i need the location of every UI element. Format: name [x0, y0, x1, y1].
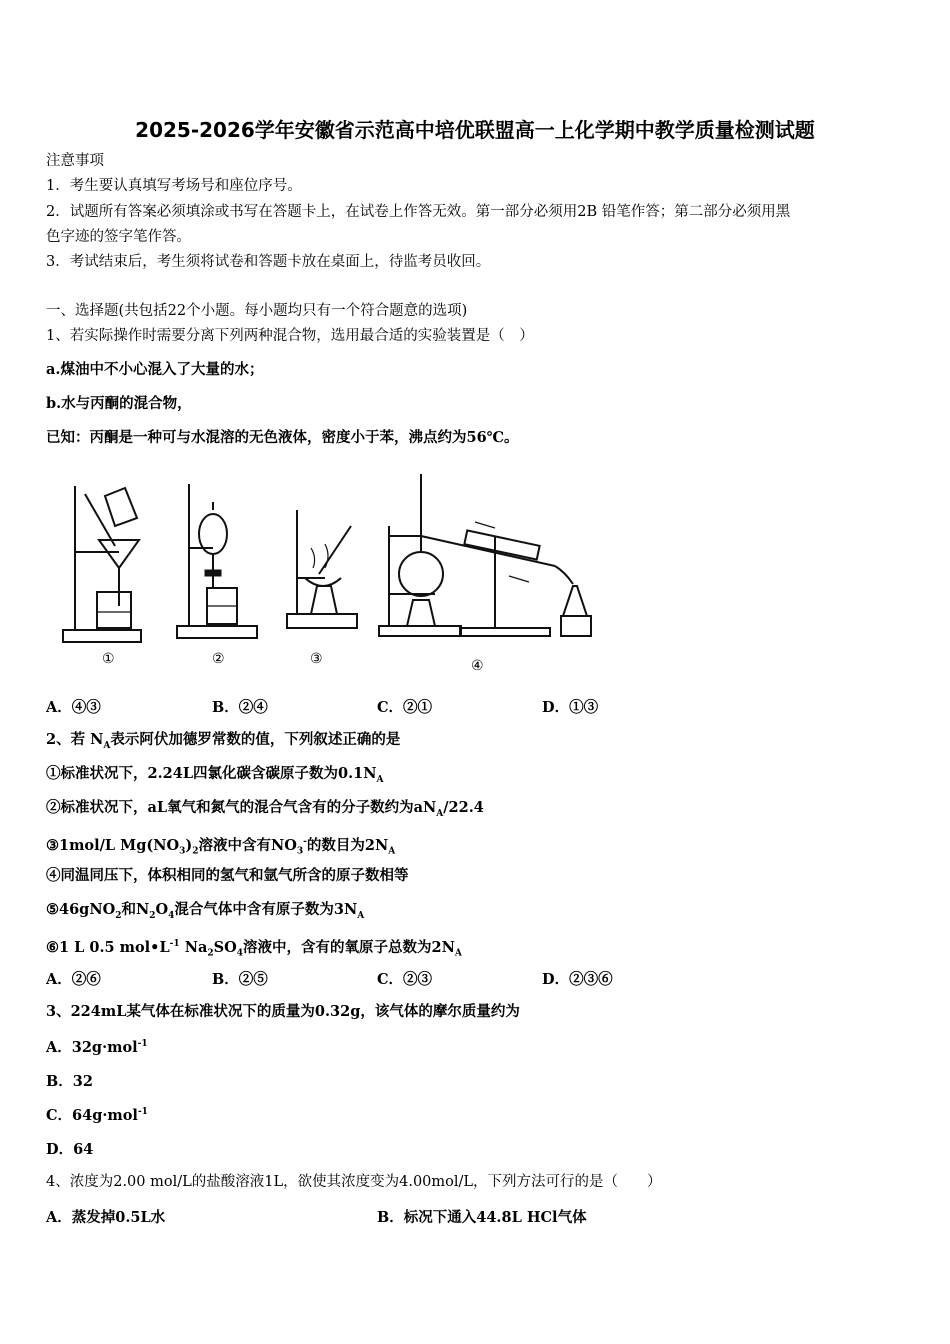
q3-option-d[interactable]: D．64	[46, 1141, 94, 1158]
q2-option-c[interactable]: C．②③	[377, 971, 433, 988]
q2-option-d[interactable]: D．②③⑥	[542, 971, 613, 988]
q1-item-b: b.水与丙酮的混合物，	[46, 395, 192, 412]
section-heading: 一、选择题(共包括22个小题。每小题均只有一个符合题意的选项)	[46, 303, 468, 319]
filtration-apparatus	[63, 486, 141, 642]
q2-statement-4: ④同温同压下，体积相同的氢气和氩气所含的原子数相等	[46, 867, 409, 884]
separatory-funnel-apparatus	[177, 484, 257, 638]
q3-stem: 3、224mL某气体在标准状况下的质量为0.32g，该气体的摩尔质量约为	[46, 1003, 520, 1020]
q1-option-b[interactable]: B．②④	[212, 699, 268, 716]
page-title: 2025-2026学年安徽省示范高中培优联盟高一上化学期中教学质量检测试题	[135, 118, 815, 142]
notice-item: 2．试题所有答案必须填涂或书写在答题卡上，在试卷上作答无效。第一部分必须用2B 铅笔作答；第二部分必须用黑	[46, 204, 791, 220]
q2-statement-2: ②标准状况下，aL氧气和氮气的混合气含有的分子数约为$aN_A/22.4$	[46, 799, 484, 819]
figure-label-2: ②	[212, 651, 225, 667]
q2-option-b[interactable]: B．②⑤	[212, 971, 268, 988]
distillation-apparatus	[379, 474, 591, 636]
notice-item: 色字迹的签字笔作答。	[46, 229, 191, 245]
q2-statement-6: ⑥1 L 0.5 $mol•L^{-1}$ $Na_2SO_4$溶液中，含有的氧原子总数为$2N_A$	[46, 938, 462, 959]
evaporation-apparatus	[287, 510, 357, 628]
q2-statement-5: ⑤46gNO$_2$和$N_2O_4$混合气体中含有原子数为$3N_A$	[46, 901, 365, 921]
q4-stem: 4、浓度为2.00 mol/L的盐酸溶液1L，欲使其浓度变为4.00mol/L，下列方法可行的是（ ）	[46, 1174, 662, 1190]
q1-option-d[interactable]: D．①③	[542, 699, 599, 716]
figure-label-4: ④	[471, 658, 484, 674]
q2-statement-1: ①标准状况下，2.24L四氯化碳含碳原子数为$0.1N_A$	[46, 765, 384, 785]
q3-option-b[interactable]: B．32	[46, 1073, 93, 1090]
q4-option-b[interactable]: B．标况下通入44.8L HCl气体	[377, 1209, 587, 1226]
q4-option-a[interactable]: A．蒸发掉0.5L水	[46, 1209, 166, 1226]
q2-stem: 2、若 $N_A$表示阿伏加德罗常数的值，下列叙述正确的是	[46, 731, 401, 751]
apparatus-figure	[55, 466, 600, 676]
q2-statement-3: ③1mol/L $Mg(NO_3)_2$溶液中含有$NO_3^-$的数目为$2N_A$	[46, 836, 396, 857]
figure-label-1: ①	[102, 651, 115, 667]
notice-item: 1．考生要认真填写考场号和座位序号。	[46, 178, 302, 194]
q3-option-c[interactable]: C．64g·mol$^{-1}$	[46, 1107, 148, 1124]
q1-option-a[interactable]: A．④③	[46, 699, 101, 716]
q1-stem: 1、若实际操作时需要分离下列两种混合物，选用最合适的实验装置是（ ）	[46, 328, 534, 344]
notice-item: 3．考试结束后，考生须将试卷和答题卡放在桌面上，待监考员收回。	[46, 254, 491, 270]
q1-item-a: a.煤油中不小心混入了大量的水；	[46, 361, 264, 378]
notice-heading: 注意事项	[46, 153, 104, 169]
figure-label-3: ③	[310, 651, 323, 667]
q1-option-c[interactable]: C．②①	[377, 699, 433, 716]
q2-option-a[interactable]: A．②⑥	[46, 971, 101, 988]
q3-option-a[interactable]: A．32g·mol$^{-1}$	[46, 1039, 148, 1056]
q1-known: 已知：丙酮是一种可与水混溶的无色液体，密度小于苯，沸点约为56℃。	[46, 429, 519, 446]
